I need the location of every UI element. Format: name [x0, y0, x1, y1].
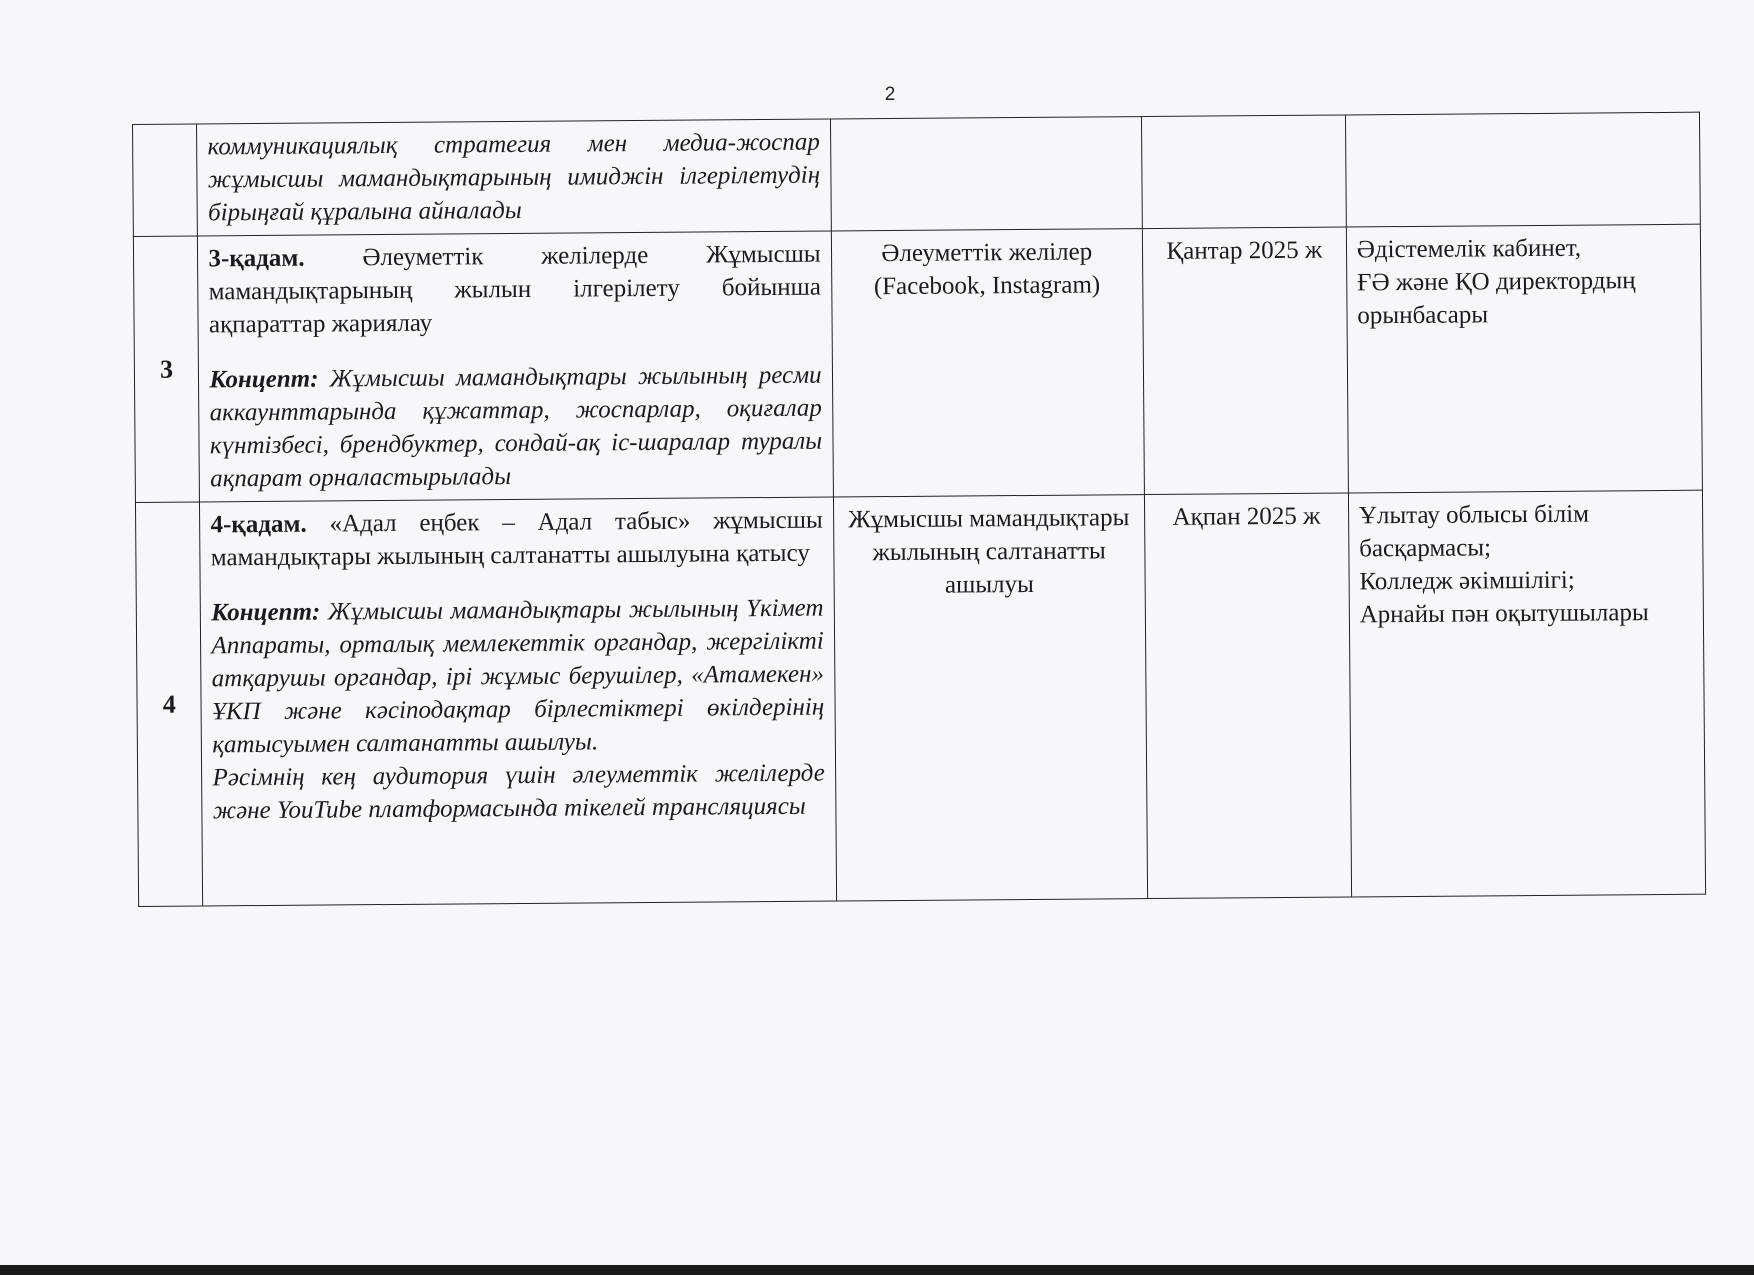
table-row — [135, 490, 1705, 906]
step-cell — [198, 231, 833, 502]
responsible-line: Колледж әкімшілігі; — [1359, 566, 1575, 596]
place-cell: Әлеуметтік желілер (Facebook, Instagram) — [831, 229, 1144, 497]
step-label: 4-қадам. — [210, 510, 307, 539]
table-row — [133, 224, 1702, 502]
scan-edge — [0, 1265, 1754, 1275]
row-number-cell: 4 — [135, 502, 203, 906]
concept-text: Жұмысшы мамандықтары жылының ресми аккаунттарында құжаттар, жоспарлар, оқиғалар күнтізбесі, брендбуктер, сондай-ақ іс-шаралар туралы ақпарат орналастырылады — [209, 361, 823, 493]
step-cell — [200, 497, 836, 906]
row-number-cell — [133, 124, 198, 237]
date-cell: Ақпан 2025 ж — [1144, 493, 1351, 899]
row-number-cell: 3 — [133, 236, 199, 502]
concept-text: Жұмысшы мамандықтары жылының Үкімет Аппараты, орталық мемлекеттік органдар, жергілікті атқарушы органдар, ірі жұмыс берушілер, «Атамекен» ҰКП және кәсіподақтар бірлестіктері өкілдерінің қатысуымен салтанатты ашылуы. — [211, 594, 825, 759]
page-number: 2 — [884, 84, 896, 105]
step-text: Әлеуметтік желілерде Жұмысшы мамандықтарының жылын ілгерілету бойынша ақпараттар жариялау — [208, 240, 822, 339]
responsible-line: Арнайы пән оқытушылары — [1359, 599, 1649, 629]
responsible-cell — [1348, 490, 1705, 897]
responsible-cell — [1346, 224, 1702, 493]
step-continuation-cell — [197, 119, 831, 236]
concept — [211, 592, 825, 762]
place-cell: Жұмысшы мамандықтары жылының салтанатты ашылуы — [833, 495, 1147, 901]
concept-broadcast: Рәсімнің кең аудитория үшін әлеуметтік желілерде және YouTube платформасында тікелей трансляциясы — [212, 759, 825, 825]
plan-table — [132, 112, 1706, 907]
step-description — [208, 238, 821, 342]
responsible-cell — [1345, 112, 1700, 227]
step-label: 3-қадам. — [208, 244, 305, 273]
responsible-line: ҒӘ және ҚО директордың орынбасары — [1356, 267, 1636, 330]
table-row — [133, 112, 1701, 236]
concept-label: Концепт: — [209, 365, 319, 394]
place-cell — [830, 117, 1142, 231]
responsible-line: Әдістемелік кабинет, — [1356, 234, 1582, 264]
concept-label: Концепт: — [211, 598, 321, 627]
concept — [209, 359, 822, 496]
date-cell: Қантар 2025 ж — [1142, 227, 1348, 495]
step-text: «Адал еңбек – Адал табыс» жұмысшы мамандықтары жылының салтанатты ашылуына қатысу — [210, 506, 823, 572]
step-description — [210, 504, 823, 575]
continuation-text: коммуникациялық стратегия мен медиа-жоспар жұмысшы мамандықтарының имиджін ілгерілетудің бірыңғай құралына айналады — [207, 128, 821, 227]
date-cell — [1141, 115, 1346, 229]
responsible-line: Ұлытау облысы білім басқармасы; — [1358, 500, 1590, 563]
